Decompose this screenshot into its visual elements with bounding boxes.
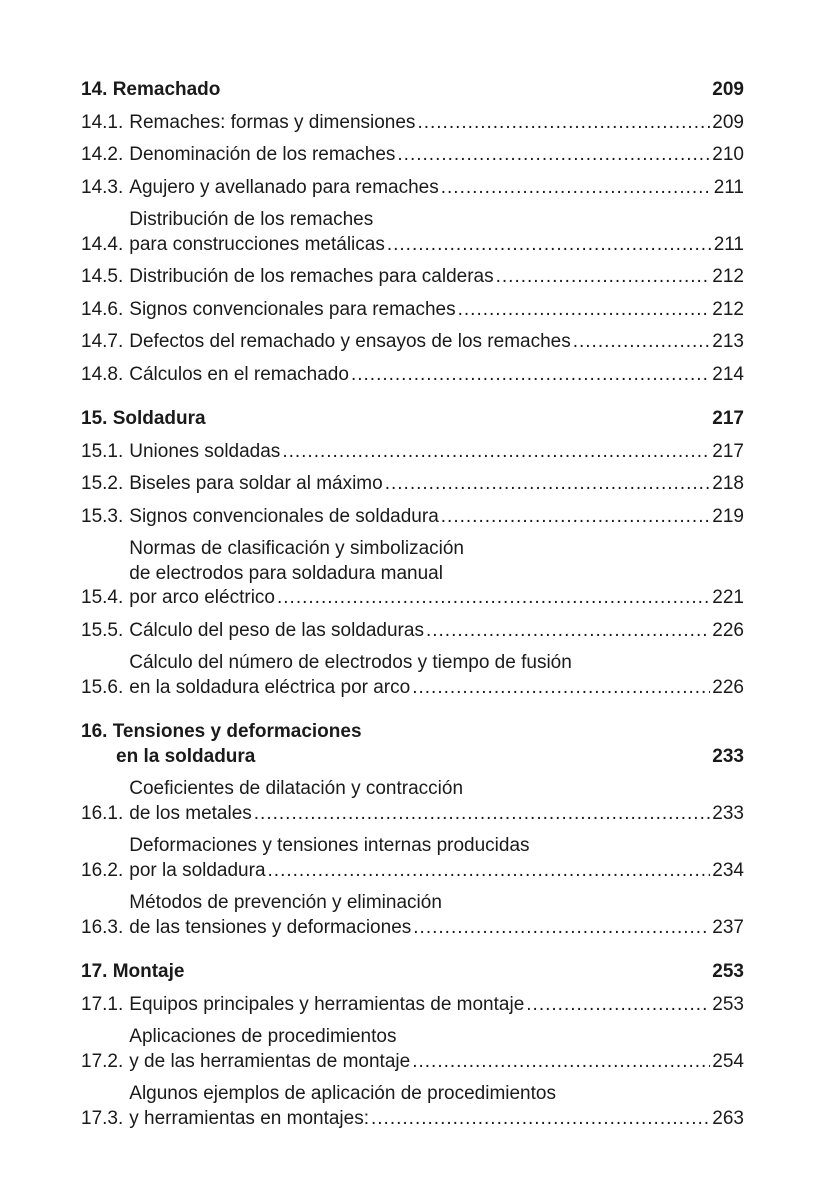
dot-leader <box>417 111 710 136</box>
entry-title-line: Cálculos en el remachado <box>129 363 349 385</box>
toc-entry <box>81 834 744 883</box>
entry-body <box>129 472 744 497</box>
dot-leader <box>387 233 712 258</box>
dot-leader <box>351 363 710 388</box>
entry-title-line: Biseles para soldar al máximo <box>129 473 383 494</box>
entry-last-line <box>129 176 744 201</box>
entry-page-number: 211 <box>713 233 744 255</box>
toc-entry <box>81 265 744 290</box>
entry-number: 16.3. <box>81 916 124 938</box>
entry-title-line: Defectos del remachado y ensayos de los remaches <box>129 331 571 352</box>
entry-body <box>129 777 744 826</box>
entry-last-line <box>129 505 744 530</box>
entry-body <box>129 1025 744 1074</box>
dot-leader <box>441 505 711 530</box>
entry-title-line: Deformaciones y tensiones internas producidas <box>129 835 530 856</box>
toc-entry <box>81 505 744 530</box>
entry-title-line: de electrodos para soldadura manual <box>129 562 443 584</box>
entry-body <box>129 265 744 290</box>
dot-leader <box>573 330 711 355</box>
entry-number: 15.6. <box>81 676 124 698</box>
entry-number: 15.4. <box>81 587 124 608</box>
chapter-heading <box>81 78 744 103</box>
entry-title-line: Denominación de los remaches <box>129 144 396 165</box>
chapter-heading <box>81 960 744 985</box>
entry-title-line: Signos convencionales de soldadura <box>129 505 439 527</box>
entry-title-line: Remaches: formas y dimensiones <box>129 111 416 133</box>
entry-number: 14.2. <box>81 144 124 165</box>
entry-last-line <box>129 265 744 290</box>
toc-entry <box>81 537 744 611</box>
entry-body <box>129 891 744 940</box>
dot-leader <box>385 472 711 497</box>
toc-entry <box>81 208 744 257</box>
chapter-section <box>81 78 744 387</box>
entry-number: 17.3. <box>81 1107 124 1129</box>
entry-number: 14.7. <box>81 331 124 352</box>
entry-number: 17.2. <box>81 1050 124 1072</box>
entry-title-line: Distribución de los remaches <box>129 209 374 230</box>
entry-page-number: 233 <box>712 802 744 824</box>
entry-page-number: 211 <box>713 176 744 198</box>
entry-last-line <box>129 619 744 644</box>
chapter-title-line: 14. Remachado <box>81 79 221 100</box>
entry-last-line <box>129 363 744 388</box>
entry-page-number: 210 <box>712 144 744 165</box>
table-of-contents <box>81 78 744 1151</box>
toc-entry <box>81 330 744 355</box>
toc-entry <box>81 472 744 497</box>
entry-last-line <box>129 802 744 827</box>
chapter-section <box>81 960 744 1131</box>
toc-entry <box>81 777 744 826</box>
entry-title-line: de los metales <box>129 802 252 824</box>
dot-leader <box>282 440 710 465</box>
entry-title-line: Métodos de prevención y eliminación <box>129 892 442 913</box>
entry-last-line <box>129 586 744 611</box>
entry-title-line: y herramientas en montajes: <box>129 1107 369 1129</box>
entry-title-line: y de las herramientas de montaje <box>129 1050 411 1072</box>
entry-last-line <box>129 143 744 168</box>
entry-number: 14.8. <box>81 363 124 385</box>
entry-number: 14.4. <box>81 233 124 255</box>
toc-entry <box>81 363 744 388</box>
toc-entry <box>81 111 744 136</box>
dot-leader <box>412 676 710 701</box>
toc-entry <box>81 1082 744 1131</box>
entry-title-line: Algunos ejemplos de aplicación de procedimientos <box>129 1083 556 1104</box>
chapter-heading <box>81 720 744 769</box>
entry-number: 16.1. <box>81 802 124 824</box>
entry-number: 15.2. <box>81 473 124 494</box>
toc-entry <box>81 993 744 1018</box>
entry-page-number: 212 <box>712 266 744 287</box>
entry-number: 14.5. <box>81 266 124 287</box>
entry-page-number: 226 <box>712 676 744 698</box>
entry-title-line: por la soldadura <box>129 859 266 881</box>
toc-entry <box>81 176 744 201</box>
entry-body <box>129 537 744 611</box>
entry-body <box>129 505 744 530</box>
entry-page-number: 237 <box>712 916 744 938</box>
entry-number: 15.3. <box>81 505 124 527</box>
dot-leader <box>426 619 710 644</box>
entry-last-line <box>129 993 744 1018</box>
dot-leader <box>412 1050 710 1075</box>
entry-title-line: Distribución de los remaches para calderas <box>129 266 494 287</box>
entry-last-line <box>129 440 744 465</box>
entry-number: 15.5. <box>81 619 124 641</box>
entry-page-number: 218 <box>712 473 744 494</box>
chapter-title-line: 17. Montaje <box>81 961 185 982</box>
chapter-title <box>81 407 206 432</box>
toc-entry <box>81 891 744 940</box>
entry-title-line: Equipos principales y herramientas de montaje <box>129 993 525 1015</box>
entry-page-number: 263 <box>712 1107 744 1129</box>
toc-entry <box>81 651 744 700</box>
toc-entry <box>81 298 744 323</box>
entry-last-line <box>129 1107 744 1132</box>
chapter-title-line: en la soldadura <box>116 745 256 767</box>
chapter-title-line: 15. Soldadura <box>81 408 206 429</box>
entry-last-line <box>129 111 744 136</box>
chapter-title-line: 16. Tensiones y deformaciones <box>81 721 362 742</box>
entry-body <box>129 834 744 883</box>
entry-title-line: Coeficientes de dilatación y contracción <box>129 778 464 799</box>
dot-leader <box>371 1107 710 1132</box>
entry-body <box>129 208 744 257</box>
entry-page-number: 212 <box>712 298 744 320</box>
dot-leader <box>268 859 711 884</box>
chapter-page-number: 253 <box>712 961 744 982</box>
dot-leader <box>458 298 711 323</box>
chapter-section <box>81 407 744 700</box>
entry-number: 16.2. <box>81 859 124 881</box>
chapter-title <box>81 78 220 103</box>
entry-body <box>129 143 744 168</box>
entry-last-line <box>129 298 744 323</box>
entry-title-line: en la soldadura eléctrica por arco <box>129 676 411 698</box>
entry-page-number: 253 <box>712 993 744 1015</box>
chapter-heading <box>81 407 744 432</box>
entry-body <box>129 651 744 700</box>
entry-last-line <box>129 233 744 258</box>
entry-last-line <box>129 330 744 355</box>
entry-page-number: 209 <box>712 111 744 133</box>
entry-page-number: 254 <box>712 1050 744 1072</box>
entry-last-line <box>129 1050 744 1075</box>
entry-page-number: 217 <box>712 440 744 462</box>
entry-body <box>129 1082 744 1131</box>
entry-number: 14.1. <box>81 111 124 133</box>
toc-entry <box>81 440 744 465</box>
entry-last-line <box>129 472 744 497</box>
chapter-page-number: 209 <box>712 79 744 100</box>
entry-body <box>129 330 744 355</box>
entry-body <box>129 111 744 136</box>
dot-leader <box>526 993 710 1018</box>
entry-number: 17.1. <box>81 993 124 1015</box>
dot-leader <box>441 176 712 201</box>
entry-number: 15.1. <box>81 440 124 462</box>
entry-title-line: Signos convencionales para remaches <box>129 298 456 320</box>
entry-title-line: Agujero y avellanado para remaches <box>129 176 439 198</box>
entry-page-number: 234 <box>712 859 744 881</box>
entry-title-line: Uniones soldadas <box>129 440 281 462</box>
dot-leader <box>277 586 710 611</box>
entry-page-number: 213 <box>712 331 744 352</box>
entry-body <box>129 619 744 644</box>
chapter-page-number: 233 <box>712 745 744 767</box>
toc-entry <box>81 1025 744 1074</box>
entry-title-line: de las tensiones y deformaciones <box>129 916 412 938</box>
entry-body <box>129 993 744 1018</box>
entry-page-number: 214 <box>712 363 744 385</box>
chapter-title <box>81 720 362 769</box>
entry-title-line: por arco eléctrico <box>129 587 275 608</box>
toc-entry <box>81 143 744 168</box>
entry-title-line: Aplicaciones de procedimientos <box>129 1026 397 1047</box>
entry-body <box>129 176 744 201</box>
entry-number: 14.6. <box>81 298 124 320</box>
chapter-title <box>81 960 184 985</box>
chapter-section <box>81 720 744 940</box>
entry-page-number: 221 <box>712 587 744 608</box>
entry-number: 14.3. <box>81 176 124 198</box>
entry-page-number: 219 <box>712 505 744 527</box>
entry-title-line: para construcciones metálicas <box>129 233 385 255</box>
entry-last-line <box>129 676 744 701</box>
dot-leader <box>254 802 711 827</box>
entry-last-line <box>129 859 744 884</box>
entry-body <box>129 440 744 465</box>
entry-page-number: 226 <box>712 619 744 641</box>
dot-leader <box>397 143 710 168</box>
entry-body <box>129 363 744 388</box>
entry-title-line: Cálculo del peso de las soldaduras <box>129 619 424 641</box>
entry-title-line: Cálculo del número de electrodos y tiempo de fusión <box>129 652 572 673</box>
dot-leader <box>496 265 711 290</box>
toc-entry <box>81 619 744 644</box>
entry-body <box>129 298 744 323</box>
chapter-page-number: 217 <box>712 408 744 429</box>
entry-last-line <box>129 916 744 941</box>
dot-leader <box>413 916 710 941</box>
entry-title-line: Normas de clasificación y simbolización <box>129 538 465 559</box>
